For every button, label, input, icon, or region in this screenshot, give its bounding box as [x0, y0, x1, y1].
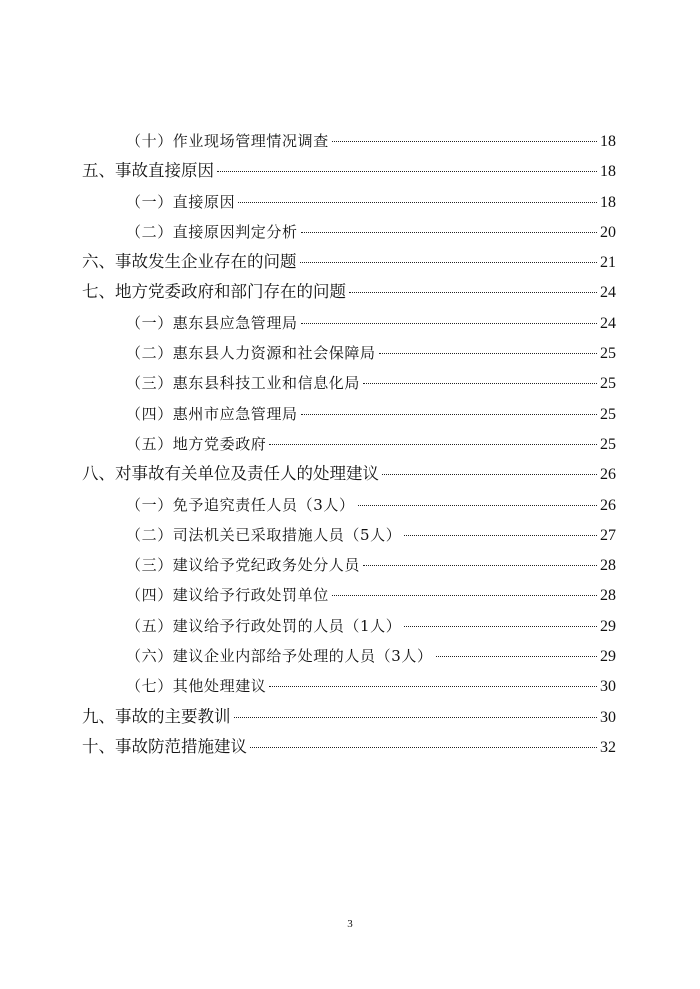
toc-entry-title: （二）司法机关已采取措施人员（5人） [126, 525, 402, 544]
toc-entry-page: 18 [600, 133, 616, 150]
table-of-contents [82, 126, 616, 762]
toc-dot-leader [234, 717, 598, 718]
toc-entry[interactable] [82, 490, 616, 520]
toc-entry-title: （四）惠州市应急管理局 [126, 404, 298, 423]
toc-entry[interactable] [82, 671, 616, 701]
toc-entry-page: 25 [600, 345, 616, 363]
toc-entry-title: （一）惠东县应急管理局 [126, 313, 298, 332]
toc-entry-page: 20 [600, 223, 616, 241]
toc-entry-title: （四）建议给予行政处罚单位 [126, 586, 329, 605]
toc-entry-title: （三）惠东县科技工业和信息化局 [126, 374, 361, 393]
toc-entry-title: （七）其他处理建议 [126, 677, 267, 696]
toc-dot-leader [363, 383, 597, 384]
toc-entry-title: 五、事故直接原因 [82, 161, 214, 181]
toc-entry[interactable] [82, 247, 616, 277]
toc-entry[interactable] [82, 126, 616, 156]
toc-entry[interactable] [82, 156, 616, 186]
toc-entry[interactable] [82, 338, 616, 368]
toc-entry-title: （五）建议给予行政处罚的人员（1人） [126, 616, 402, 635]
toc-entry[interactable] [82, 611, 616, 641]
toc-entry[interactable] [82, 187, 616, 217]
toc-entry[interactable] [82, 580, 616, 610]
toc-entry-title: （十）作业现场管理情况调查 [126, 132, 329, 150]
toc-entry-page: 24 [600, 314, 616, 332]
toc-entry-page: 32 [600, 738, 616, 756]
toc-entry-page: 29 [600, 648, 616, 666]
toc-entry[interactable] [82, 399, 616, 429]
toc-entry-title: 七、地方党委政府和部门存在的问题 [82, 282, 346, 302]
toc-entry-page: 24 [600, 284, 616, 302]
toc-entry[interactable] [82, 429, 616, 459]
toc-entry[interactable] [82, 368, 616, 398]
toc-entry-page: 27 [600, 526, 616, 544]
toc-entry-page: 25 [600, 405, 616, 423]
toc-dot-leader [301, 323, 597, 324]
toc-entry-page: 18 [600, 163, 616, 181]
toc-entry-page: 30 [600, 678, 616, 696]
toc-entry-title: （五）地方党委政府 [126, 434, 267, 453]
toc-dot-leader [301, 232, 597, 233]
toc-dot-leader [404, 535, 597, 536]
toc-dot-leader [300, 262, 598, 263]
toc-entry[interactable] [82, 732, 616, 762]
toc-entry-page: 26 [600, 496, 616, 514]
toc-dot-leader [379, 353, 597, 354]
toc-entry[interactable] [82, 550, 616, 580]
toc-entry-title: 十、事故防范措施建议 [82, 736, 247, 756]
toc-entry[interactable] [82, 459, 616, 489]
toc-entry-page: 30 [600, 708, 616, 726]
toc-dot-leader [382, 474, 597, 475]
toc-entry-title: 九、事故的主要教训 [82, 706, 231, 726]
toc-dot-leader [436, 656, 597, 657]
toc-entry-page: 18 [600, 193, 616, 211]
toc-entry-title: 六、事故发生企业存在的问题 [82, 252, 297, 272]
toc-dot-leader [332, 141, 597, 142]
page-number: 3 [347, 918, 353, 930]
toc-dot-leader [332, 595, 597, 596]
toc-dot-leader [238, 202, 597, 203]
toc-entry-page: 21 [600, 254, 616, 272]
toc-entry-page: 28 [600, 587, 616, 605]
toc-entry-title: （二）直接原因判定分析 [126, 222, 298, 241]
toc-entry-page: 25 [600, 435, 616, 453]
toc-entry-title: （一）直接原因 [126, 192, 236, 211]
toc-entry[interactable] [82, 217, 616, 247]
toc-entry[interactable] [82, 308, 616, 338]
toc-entry[interactable] [82, 641, 616, 671]
toc-dot-leader [269, 686, 597, 687]
toc-entry-title: （一）免予追究责任人员（3人） [126, 495, 355, 514]
toc-entry[interactable] [82, 277, 616, 307]
toc-dot-leader [404, 626, 597, 627]
toc-entry-page: 26 [600, 466, 616, 484]
toc-entry[interactable] [82, 702, 616, 732]
toc-dot-leader [217, 171, 597, 172]
toc-entry-title: （二）惠东县人力资源和社会保障局 [126, 344, 376, 363]
toc-dot-leader [358, 505, 597, 506]
toc-entry-title: （六）建议企业内部给予处理的人员（3人） [126, 647, 433, 666]
toc-entry-title: 八、对事故有关单位及责任人的处理建议 [82, 464, 379, 484]
toc-entry[interactable] [82, 520, 616, 550]
toc-dot-leader [301, 414, 597, 415]
toc-entry-page: 29 [600, 617, 616, 635]
toc-entry-title: （三）建议给予党纪政务处分人员 [126, 556, 361, 575]
toc-dot-leader [250, 747, 597, 748]
toc-entry-page: 28 [600, 557, 616, 575]
toc-dot-leader [363, 565, 597, 566]
toc-entry-page: 25 [600, 375, 616, 393]
toc-dot-leader [349, 292, 597, 293]
toc-dot-leader [269, 444, 597, 445]
